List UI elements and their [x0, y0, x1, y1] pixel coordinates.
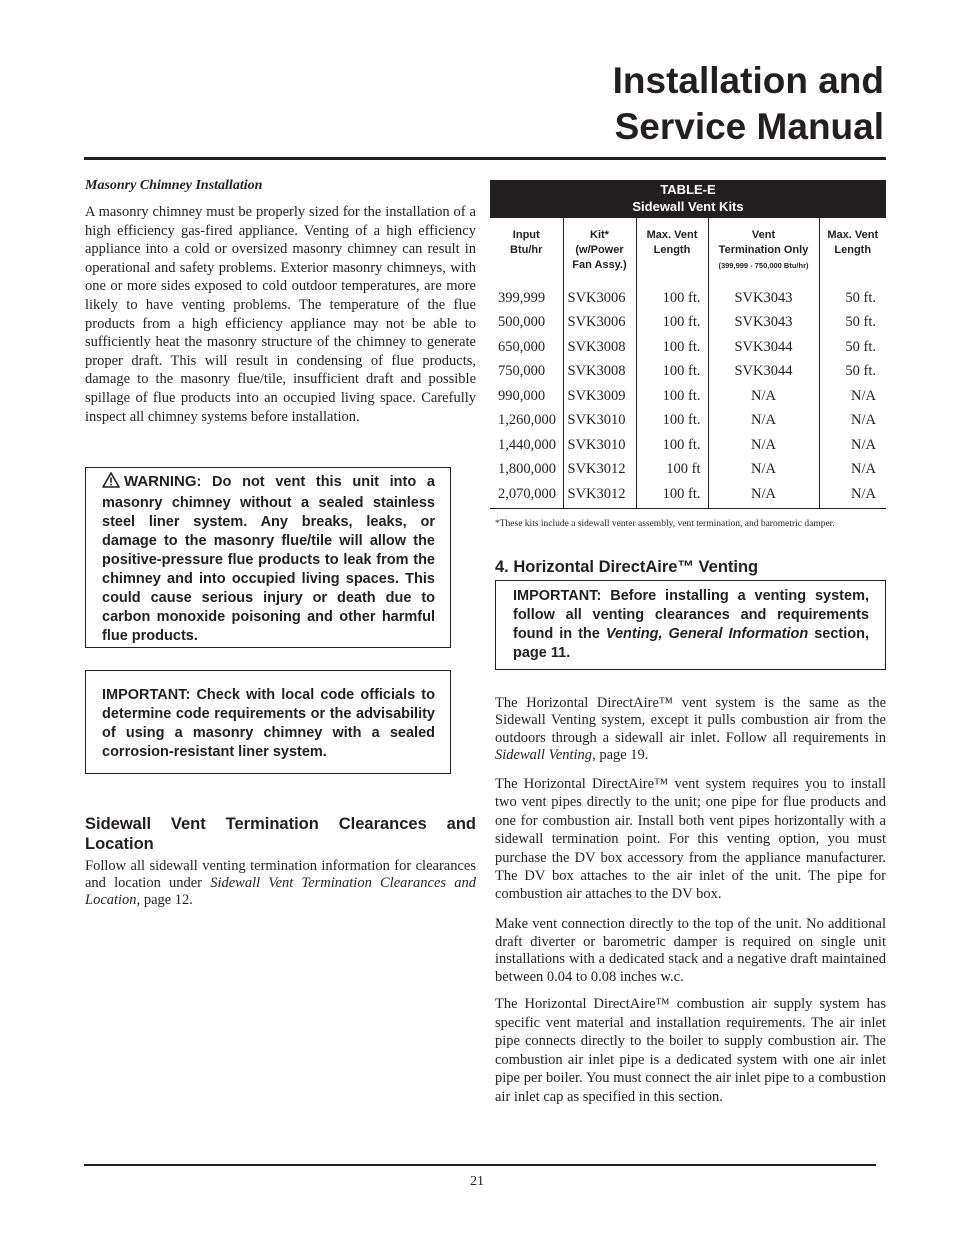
masonry-intro: A masonry chimney must be properly sized for the installation of a high efficiency gas-fired appliance. Venting of a high efficiency appliance into a cold or oversized masonry chimney can result in operational and safety problems. Exterior masonry chimneys, with one or more sides exposed to cold outdoor temperatures, are more likely to have venting problems. The temperature of the flue products from a high efficiency appliance may not be able to sufficiently heat the masonry structure of the chimney to generate proper draft. This will result in condensing of flue products, damage to the masonry flue/tile, insufficient draft and possible spillage of flue products into an occupied living space. Carefully inspect all chimney systems before installation.: [85, 204, 476, 425]
warning-icon: [102, 472, 120, 494]
col-kit-header: Kit* (w/Power Fan Assy.): [563, 218, 636, 274]
directaire-p4: The Horizontal DirectAire™ combustion air supply system has specific vent material and installation requirements. The air inlet pipe connects directly to the boiler to supply combustion air. The combustion air inlet pipe is a dedicated system with one air inlet pipe per boiler. You must connect the air inlet pipe to a combustion air inlet cap as specified in this section.: [495, 996, 886, 1105]
table-body: [490, 218, 886, 509]
warning-text: : Do not vent this unit into a masonry chimney without a sealed stainless steel liner system. Any breaks, leaks, or damage to the masonry flue/tile will allow the positive-pressure flue products to leak from the chimney and into occupied living spaces. This could cause serious injury or death due to carbon monoxide poisoning and other harmful flue products.: [102, 474, 435, 644]
table-title-bar: [490, 180, 886, 218]
directaire-p1: [495, 695, 886, 764]
table-row: 1,440,000 SVK3010 100 ft. N/A N/A: [490, 433, 886, 458]
sidewall-text-b: , page 12.: [136, 892, 193, 908]
important-right-b: section, page 11.: [513, 626, 869, 661]
page-title: [613, 58, 884, 150]
table-row: 750,000 SVK3008 100 ft. SVK3044 50 ft.: [490, 360, 886, 385]
p1-b: , page 19.: [592, 746, 649, 763]
important-right-ref: Venting, General Information: [605, 626, 809, 642]
table-row: 500,000 SVK3006 100 ft. SVK3043 50 ft.: [490, 311, 886, 336]
important-box-right: [495, 580, 886, 670]
table-row: 650,000 SVK3008 100 ft. SVK3044 50 ft.: [490, 335, 886, 360]
footer-rule: [84, 1164, 876, 1166]
directaire-heading: 4. Horizontal DirectAire™ Venting: [495, 558, 759, 576]
table-bottom-rule: [490, 508, 886, 509]
table-row: 1,800,000 SVK3012 100 ft N/A N/A: [490, 458, 886, 483]
important-right-a: IMPORTANT: Before installing a venting system, follow all venting clearances and requirements found in the: [513, 588, 869, 642]
sidewall-text: [85, 858, 476, 909]
table-row: 990,000 SVK3009 100 ft. N/A N/A: [490, 384, 886, 409]
important-box-left: [85, 670, 451, 774]
col-termination-header: Vent Termination Only (399,999 - 750,000 Btu/hr): [708, 218, 819, 274]
title-line-1: Installation and: [612, 60, 884, 101]
p1-a: The Horizontal DirectAire™ vent system is the same as the Sidewall Venting system, except it pulls combustion air from the outdoors through a sidewall air inlet. Follow all requirements in: [495, 695, 886, 746]
col-length-header: Max. Vent Length: [636, 218, 708, 274]
table-footnote: *These kits include a sidewall venter assembly, vent termination, and barometric damper.: [495, 519, 835, 529]
warning-label: WARNING: [124, 473, 197, 490]
warning-box: [85, 467, 451, 648]
col-term-length-header: Max. Vent Length: [827, 229, 879, 256]
sidewall-text-a: Follow all sidewall venting termination information for clearances and location under: [85, 858, 476, 891]
header-rule: [84, 157, 886, 160]
table-subtitle: Sidewall Vent Kits: [632, 199, 744, 214]
directaire-p2: The Horizontal DirectAire™ vent system requires you to install two vent pipes directly to the unit; one pipe for flue products and one for combustion air. Install both vent pipes horizontally with a sidewall termination point. For this venting option, you must purchase the DV box accessory from the appliance manufacturer. The DV box attaches to the air inlet of the unit. The pipe for combustion air attaches to the DV box.: [495, 776, 886, 903]
table-header-row: [490, 218, 886, 274]
masonry-subhead: Masonry Chimney Installation: [85, 178, 263, 193]
title-line-2: Service Manual: [614, 106, 884, 147]
table-row: 1,260,000 SVK3010 100 ft. N/A N/A: [490, 409, 886, 434]
table-title: TABLE-E: [660, 182, 716, 197]
important-text-left: IMPORTANT: Check with local code officials to determine code requirements or the advisability of using a masonry chimney with a sealed corrosion-resistant liner system.: [102, 687, 435, 760]
vent-kits-table: [490, 180, 886, 510]
directaire-p3: Make vent connection directly to the top of the unit. No additional draft diverter or barometric damper is required on single unit installations with a dedicated stack and a negative draft maintained between 0.04 to 0.08 inches w.c.: [495, 916, 886, 985]
sidewall-text-ref: Sidewall Vent Termination Clearances and Location: [85, 875, 476, 908]
col-input-header: Input Btu/hr: [490, 218, 563, 274]
important-text-right: [513, 587, 869, 663]
page-number: 21: [470, 1174, 484, 1189]
p1-ref: Sidewall Venting: [495, 746, 593, 763]
sidewall-heading: Sidewall Vent Termination Clearances and Location: [85, 815, 476, 853]
table-row: 399,999 SVK3006 100 ft. SVK3043 50 ft.: [490, 274, 886, 311]
table-row: 2,070,000 SVK3012 100 ft. N/A N/A: [490, 482, 886, 509]
